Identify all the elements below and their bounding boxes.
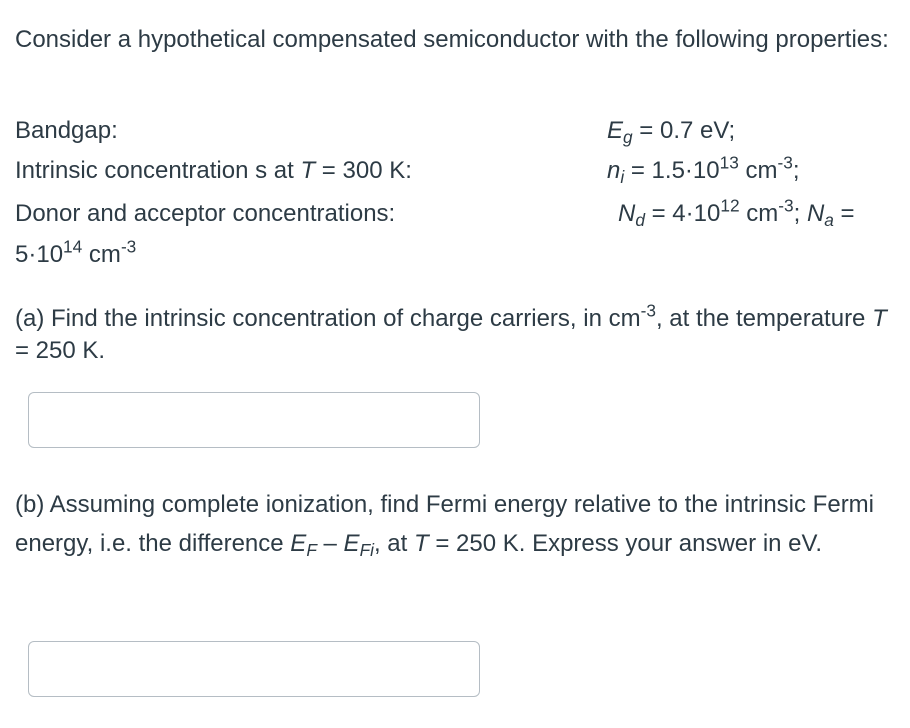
answer-b-input[interactable]	[28, 641, 480, 697]
problem-intro: Consider a hypothetical compensated semiconductor with the following properties:	[15, 26, 889, 53]
bandgap-value: $E_g = 0.7$ eV;	[607, 117, 736, 148]
dopants-label: Donor and acceptor concentrations:	[15, 200, 396, 227]
intrinsic-label: Intrinsic concentration s at T = 300 K:	[15, 157, 412, 184]
answer-a-input[interactable]	[28, 392, 480, 448]
bandgap-label: Bandgap:	[15, 117, 118, 144]
dopants-value: $N_d = 4\cdot 10^{12}$ $cm^{-3}$; $N_a$ =	[618, 195, 855, 231]
acceptor-value: $5\cdot 10^{14}$ $cm^{-3}$	[15, 236, 137, 268]
intrinsic-value: $n_i = 1.5\cdot 10^{13}$ $cm^{-3}$;	[607, 152, 800, 188]
question-b-text: (b) Assuming complete ionization, find Fermi energy relative to the intrinsic Fermi energy, i.e. the difference $E_F - E_{Fi}$, at T = 250 K. Express your answer in eV.	[15, 491, 875, 561]
question-a-text: (a) Find the intrinsic concentration of charge carriers, in $cm^{-3}$, at the temperature T = 250 K.	[15, 300, 887, 364]
